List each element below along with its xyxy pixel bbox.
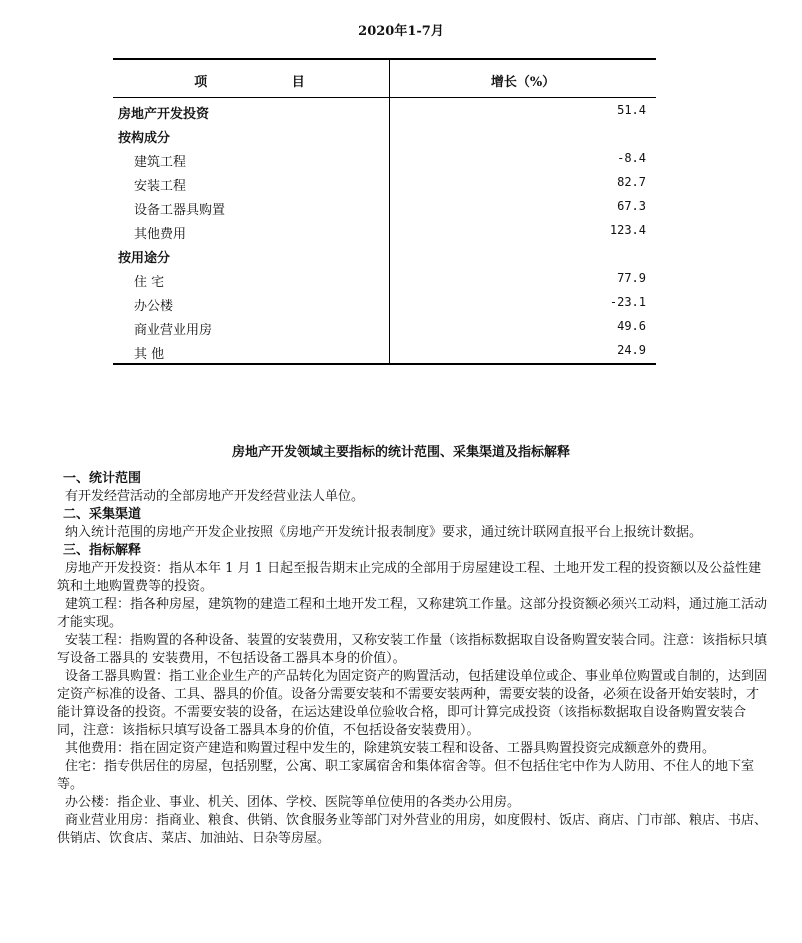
row-value: 82.7	[617, 175, 646, 189]
row-label: 其他费用	[134, 227, 187, 242]
row-label: 建筑工程	[134, 155, 187, 170]
table-header	[113, 60, 656, 98]
row-value: 24.9	[617, 343, 646, 357]
row-label: 房地产开发投资	[118, 107, 210, 122]
paragraph: 建筑工程：指各种房屋，建筑物的建造工程和土地开发工程，又称建筑工作量。这部分投资额必须兴工动料，通过施工活动才能实现。	[57, 597, 768, 630]
row-value: 51.4	[617, 103, 646, 117]
row-label: 住 宅	[134, 275, 165, 290]
section-heading: 三、指标解释	[63, 543, 142, 558]
row-label: 其 他	[134, 347, 165, 362]
table-body	[113, 98, 656, 363]
row-label: 按构成分	[118, 131, 171, 146]
section-heading: 二、采集渠道	[63, 507, 142, 522]
column-header-growth: 增长（%）	[490, 75, 556, 90]
row-label: 商业营业用房	[134, 323, 213, 338]
paragraph: 房地产开发投资：指从本年 1 月 1 日起至报告期末止完成的全部用于房屋建设工程、土地开发工程的投资额以及公益性建筑和土地购置费等的投资。	[57, 561, 762, 594]
row-value: -8.4	[617, 151, 646, 165]
table-row	[113, 267, 656, 291]
paragraph: 安装工程：指购置的各种设备、装置的安装费用，又称安装工作量（该指标数据取自设备购置安装合同。注意：该指标只填写设备工器具的 安装费用，不包括设备工器具本身的价值）。	[57, 633, 768, 666]
table-row	[113, 219, 656, 243]
notes-body	[57, 470, 767, 848]
notes-title: 房地产开发领域主要指标的统计范围、采集渠道及指标解释	[231, 445, 570, 460]
table-row	[113, 171, 656, 195]
table-row	[113, 99, 656, 123]
row-label: 办公楼	[134, 299, 174, 314]
row-label: 按用途分	[118, 251, 171, 266]
table-row	[113, 291, 656, 315]
table-row	[113, 243, 656, 267]
row-value: 77.9	[617, 271, 646, 285]
table-row	[113, 339, 656, 363]
paragraph: 设备工器具购置：指工业企业生产的产品转化为固定资产的购置活动，包括建设单位或企、事业单位购置或自制的，达到固定资产标准的设备、工具、器具的价值。设备分需要安装和不需要安装两种，需要安装的设备，必须在设备开始安装时，才能计算设备的投资。不需要安装的设备，在运达建设单位验收合格，即可计算完成投资（该指标数据取自设备购置安装合同，注意：该指标只填写设备工器具本身的价值，不包括设备安装费用）。	[57, 669, 768, 738]
paragraph: 住宅：指专供居住的房屋，包括别墅，公寓、职工家属宿舍和集体宿舍等。但不包括住宅中作为人防用、不住人的地下室等。	[57, 759, 755, 792]
table-row	[113, 315, 656, 339]
paragraph: 商业营业用房：指商业、粮食、供销、饮食服务业等部门对外营业的用房，如度假村、饭店、商店、门市部、粮店、书店、供销店、饮食店、菜店、加油站、日杂等房屋。	[57, 813, 768, 846]
row-label: 设备工器具购置	[134, 203, 226, 218]
table-row	[113, 147, 656, 171]
column-divider	[389, 60, 390, 97]
paragraph: 有开发经营活动的全部房地产开发经营业法人单位。	[65, 489, 365, 504]
row-value: 49.6	[617, 319, 646, 333]
column-header-item: 项 目	[194, 75, 345, 90]
section-heading: 一、统计范围	[63, 471, 142, 486]
paragraph: 办公楼：指企业、事业、机关、团体、学校、医院等单位使用的各类办公用房。	[65, 795, 521, 810]
investment-growth-table	[113, 58, 656, 365]
row-value: -23.1	[609, 295, 646, 309]
row-value: 67.3	[617, 199, 646, 213]
row-value: 123.4	[609, 223, 646, 237]
period-label: 2020年1-7月	[358, 24, 444, 39]
paragraph: 纳入统计范围的房地产开发企业按照《房地产开发统计报表制度》要求，通过统计联网直报平台上报统计数据。	[65, 525, 703, 540]
paragraph: 其他费用：指在固定资产建造和购置过程中发生的，除建筑安装工程和设备、工器具购置投资完成额意外的费用。	[65, 741, 716, 756]
table-row	[113, 195, 656, 219]
table-row	[113, 123, 656, 147]
row-label: 安装工程	[134, 179, 187, 194]
